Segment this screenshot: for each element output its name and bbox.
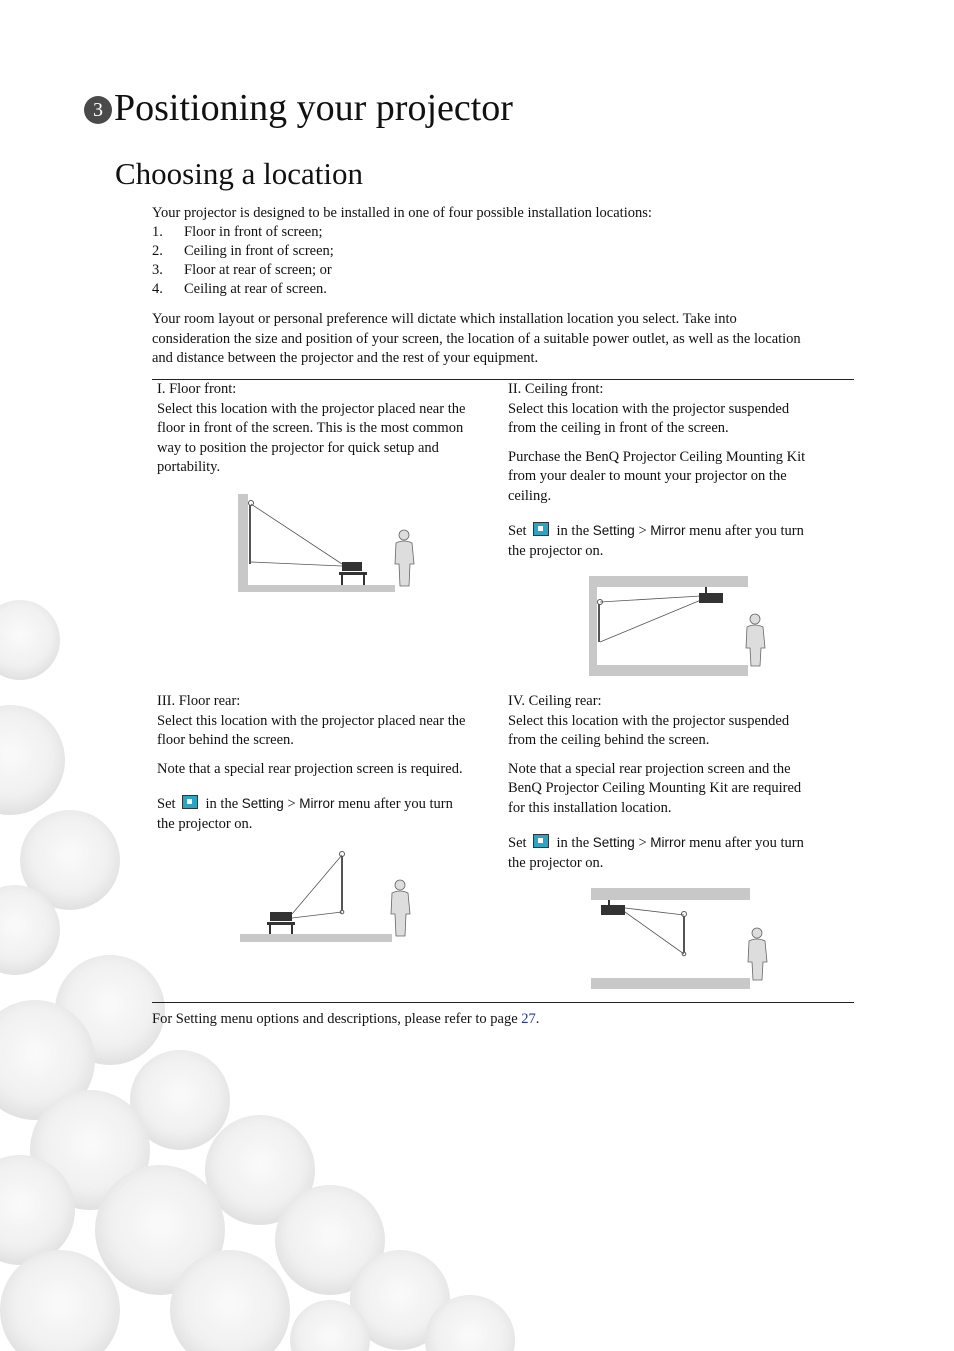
set-mirror-instruction <box>508 833 804 854</box>
cell-line: from the ceiling in front of the screen. <box>508 420 729 436</box>
set-text-end: menu after you turn <box>338 796 453 812</box>
cell-title: II. Ceiling front: <box>508 381 604 397</box>
setting-menu-name: Setting <box>592 523 635 538</box>
list-item: Floor in front of screen; <box>184 224 323 240</box>
projector-icon <box>601 900 625 915</box>
in-the-text: in the <box>556 835 590 851</box>
set-mirror-instruction <box>508 521 805 542</box>
set-text: Set <box>157 796 176 812</box>
set-mirror-instruction <box>157 794 465 815</box>
chapter-bullet-icon: 3 <box>84 96 112 124</box>
projector-icon <box>339 562 367 585</box>
cell-line: for this installation location. <box>508 799 672 816</box>
cell-line: Note that a special rear projection screen is required. <box>157 760 463 777</box>
menu-separator: > <box>638 523 647 539</box>
ceiling-front-illustration <box>589 576 769 680</box>
list-item: Ceiling in front of screen; <box>184 243 334 259</box>
in-the-text: in the <box>205 796 239 812</box>
in-the-text: in the <box>556 523 590 539</box>
setting-menu-name: Setting <box>592 835 635 850</box>
set-text: Set <box>508 523 527 539</box>
list-number: 4. <box>152 281 163 297</box>
person-figure <box>395 530 414 586</box>
footer-note-text: For Setting menu options and descriptions, please refer to page <box>152 1011 518 1027</box>
cell-line: from the ceiling behind the screen. <box>508 732 710 748</box>
set-text-end: menu after you turn <box>689 835 804 851</box>
list-number: 2. <box>152 243 163 259</box>
set-text-end: menu after you turn <box>689 523 804 539</box>
cell-ceiling-rear <box>508 692 804 873</box>
paragraph-line: and distance between the projector and the rest of your equipment. <box>152 350 539 366</box>
cell-title: III. Floor rear: <box>157 693 241 709</box>
set-text: Set <box>508 835 527 851</box>
footer-note <box>152 1010 539 1030</box>
menu-separator: > <box>287 796 296 812</box>
cell-line: floor behind the screen. <box>157 732 294 748</box>
cell-line: the projector on. <box>508 542 604 559</box>
person-figure <box>748 928 767 980</box>
page-reference-link[interactable]: 27 <box>521 1011 536 1027</box>
cell-floor-front <box>157 380 465 478</box>
list-number: 3. <box>152 262 163 278</box>
cell-line: ceiling. <box>508 487 552 504</box>
list-item: Floor at rear of screen; or <box>184 262 332 278</box>
footer-note-end: . <box>535 1011 540 1027</box>
cell-line: Select this location with the projector placed near the <box>157 400 466 417</box>
mirror-mode-icon <box>182 795 198 809</box>
cell-line: Note that a special rear projection screen and the <box>508 760 791 777</box>
projector-icon <box>699 587 723 603</box>
mirror-mode-icon <box>533 522 549 536</box>
cell-line: BenQ Projector Ceiling Mounting Kit are required <box>508 780 802 796</box>
cell-line: Purchase the BenQ Projector Ceiling Mounting Kit <box>508 448 806 465</box>
cell-ceiling-front <box>508 380 805 561</box>
person-figure <box>746 614 765 666</box>
floor-rear-illustration <box>240 850 420 945</box>
menu-separator: > <box>638 835 647 851</box>
mirror-menu-name: Mirror <box>650 523 686 538</box>
mirror-menu-name: Mirror <box>299 796 335 811</box>
cell-line: from your dealer to mount your projector on the <box>508 468 787 484</box>
cell-line: the projector on. <box>157 815 253 832</box>
intro-paragraph: Your projector is designed to be installed in one of four possible installation locations: <box>152 205 652 221</box>
cell-line: floor in front of the screen. This is the most common <box>157 420 464 436</box>
cell-title: I. Floor front: <box>157 381 237 397</box>
chapter-title: Positioning your projector <box>114 87 513 129</box>
cell-line: Select this location with the projector suspended <box>508 400 790 417</box>
setting-menu-name: Setting <box>241 796 284 811</box>
cell-line: way to position the projector for quick setup and <box>157 439 439 456</box>
mirror-mode-icon <box>533 834 549 848</box>
floor-front-illustration <box>238 494 418 594</box>
table-bottom-rule <box>152 1002 854 1003</box>
paragraph-line: consideration the size and position of your screen, the location of a suitable power outlet, as well as the location <box>152 330 801 347</box>
list-item: Ceiling at rear of screen. <box>184 281 327 297</box>
cell-floor-rear <box>157 692 465 834</box>
list-number: 1. <box>152 224 163 240</box>
paragraph-line: Your room layout or personal preference will dictate which installation location you select. Take into <box>152 311 737 327</box>
preference-paragraph <box>152 310 801 369</box>
cell-line: the projector on. <box>508 854 604 871</box>
cell-line: Select this location with the projector placed near the <box>157 712 466 729</box>
section-title: Choosing a location <box>115 156 363 191</box>
cell-line: Select this location with the projector suspended <box>508 712 790 729</box>
cell-title: IV. Ceiling rear: <box>508 693 602 709</box>
cell-line: portability. <box>157 459 221 475</box>
person-figure <box>391 880 410 936</box>
ceiling-rear-illustration <box>591 888 771 992</box>
projector-icon <box>267 912 295 934</box>
mirror-menu-name: Mirror <box>650 835 686 850</box>
